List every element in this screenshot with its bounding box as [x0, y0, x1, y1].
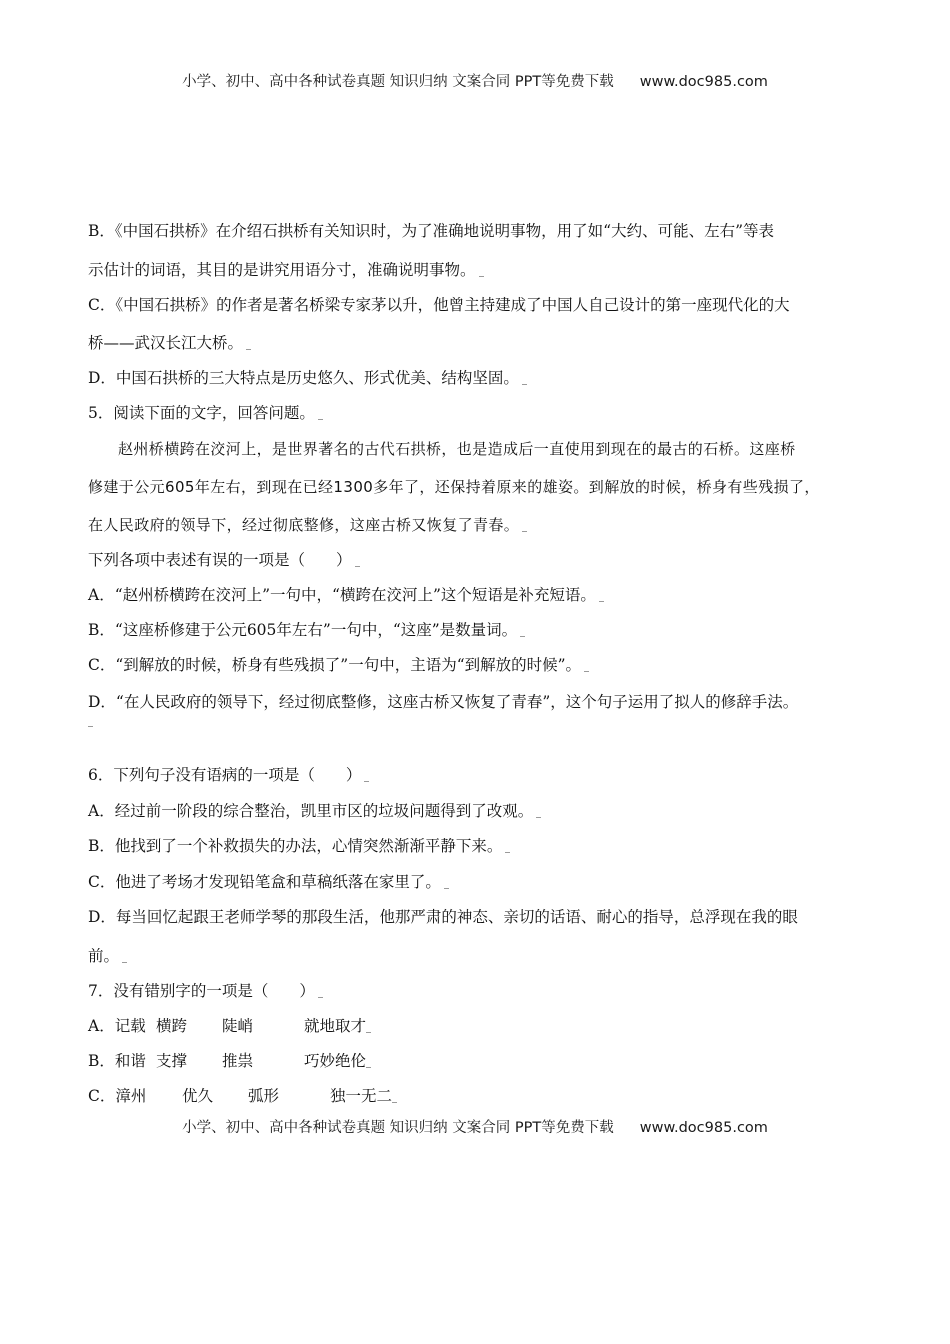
q5-option-c: C．“到解放的时候，桥身有些残损了”一句中，主语为“到解放的时候”。 [88, 655, 589, 675]
footer-text: 小学、初中、高中各种试卷真题 知识归纳 文案合同 PPT等免费下载 [182, 1120, 614, 1136]
page-footer [0, 1116, 950, 1137]
q5-option-b: B．“这座桥修建于公元605年左右”一句中，“这座”是数量词。 [88, 620, 525, 640]
q5-passage-line2: 修建于公元605年左右，到现在已经1300多年了，还保持着原来的雄姿。到解放的时候，桥身有些残损了， [88, 478, 820, 496]
q4-option-b-line2: 示估计的词语，其目的是讲究用语分寸，准确说明事物。 [88, 260, 484, 280]
q5-option-d-mark [88, 710, 93, 730]
header-text: 小学、初中、高中各种试卷真题 知识归纳 文案合同 PPT等免费下载 [182, 74, 614, 90]
q7-option-a: A．记载 横跨 陡峭 就地取才 [88, 1016, 371, 1036]
q6-option-c: C．他进了考场才发现铅笔盒和草稿纸落在家里了。 [88, 872, 449, 892]
q6-stem: 6．下列句子没有语病的一项是（ ） [88, 765, 369, 785]
q6-option-a: A．经过前一阶段的综合整治，凯里市区的垃圾问题得到了改观。 [88, 801, 541, 821]
q5-question: 下列各项中表述有误的一项是（ ） [88, 550, 360, 570]
q6-option-d-line2: 前。 [88, 946, 127, 966]
q5-passage-line3: 在人民政府的领导下，经过彻底整修，这座古桥又恢复了青春。 [88, 515, 527, 535]
footer-url[interactable]: www.doc985.com [639, 1120, 768, 1136]
q4-option-d: D．中国石拱桥的三大特点是历史悠久、形式优美、结构坚固。 [88, 368, 527, 388]
q5-option-d: D．“在人民政府的领导下，经过彻底整修，这座古桥又恢复了青春”，这个句子运用了拟人的修辞手法。 [88, 693, 799, 711]
page-header [0, 70, 950, 91]
header-url[interactable]: www.doc985.com [639, 74, 768, 90]
q7-stem: 7．没有错别字的一项是（ ） [88, 981, 323, 1001]
q6-option-d-line1: D．每当回忆起跟王老师学琴的那段生活，他那严肃的神态、亲切的话语、耐心的指导，总浮现在我的眼 [88, 908, 798, 926]
q4-option-c-line1: C．《中国石拱桥》的作者是著名桥梁专家茅以升，他曾主持建成了中国人自己设计的第一座现代化的大 [88, 296, 790, 314]
q7-option-b: B．和谐 支撑 推祟 巧妙绝伦 [88, 1051, 371, 1071]
q5-stem: 5．阅读下面的文字，回答问题。 [88, 403, 323, 423]
q5-option-a: A．“赵州桥横跨在洨河上”一句中，“横跨在洨河上”这个短语是补充短语。 [88, 585, 604, 605]
q4-option-b-line1: B．《中国石拱桥》在介绍石拱桥有关知识时，为了准确地说明事物，用了如“大约、可能、左右”等表 [88, 222, 774, 240]
q7-option-c: C．漳州 优久 弧形 独一无二 [88, 1086, 397, 1106]
q4-option-c-line2: 桥——武汉长江大桥。 [88, 333, 251, 353]
q5-passage-line1: 赵州桥横跨在洨河上，是世界著名的古代石拱桥，也是造成后一直使用到现在的最古的石桥。这座桥 [118, 440, 796, 458]
q6-option-b: B．他找到了一个补救损失的办法，心情突然渐渐平静下来。 [88, 836, 510, 856]
